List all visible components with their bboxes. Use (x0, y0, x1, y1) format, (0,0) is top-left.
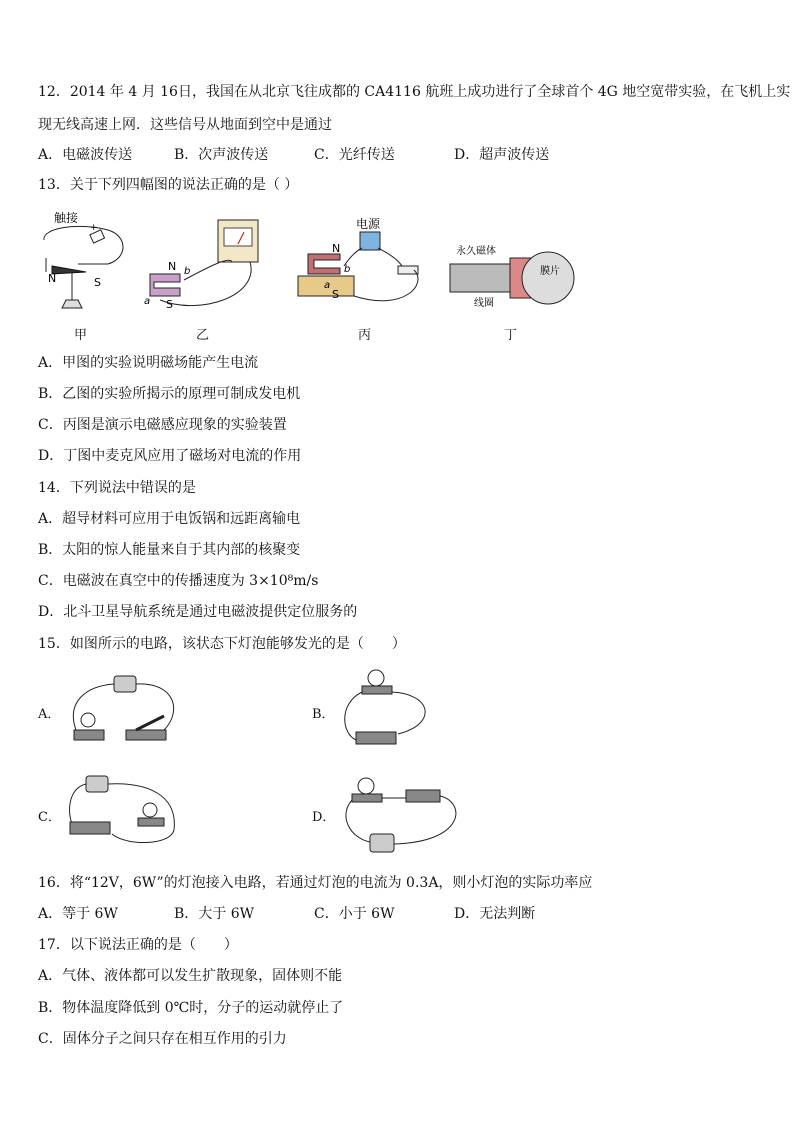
jia-touch-label: 触接 (54, 211, 79, 225)
bing-horseshoe-magnet (308, 254, 340, 274)
q12-stem-line1: 12．2014 年 4 月 16日，我国在从北京飞往成都的 CA4116 航班上成功进行了全球首个 4G 地空宽带实验，在飞机上实 (38, 84, 791, 100)
q14-option-c: C．电磁波在真空中的传播速度为 3×10⁸m/s (38, 573, 319, 589)
figure-bing-drawing (294, 214, 434, 314)
q15-a-bulb (81, 713, 95, 727)
q12-option-a: A．电磁波传送 (38, 147, 133, 163)
q12-stem-line2: 现无线高速上网．这些信号从地面到空中是通过 (38, 117, 332, 133)
figure-jia (38, 208, 130, 318)
jia-S-label: S (94, 276, 101, 289)
q15-circuit-c (66, 774, 186, 850)
figure-yi (140, 216, 264, 312)
q12-option-c: C．光纤传送 (314, 147, 395, 163)
q17-option-c: C．固体分子之间只存在相互作用的引力 (38, 1031, 287, 1047)
q16-option-d: D．无法判断 (454, 906, 536, 922)
q15-d-bulb (358, 778, 374, 794)
figure-ding-drawing (448, 240, 578, 310)
q14-option-b: B．太阳的惊人能量来自于其内部的核聚变 (38, 542, 301, 558)
caption-bing: 丙 (358, 328, 372, 343)
q16-option-b: B．大于 6W (174, 906, 255, 922)
q15-label-d: D． (312, 810, 336, 825)
ding-film-label: 膜片 (540, 266, 560, 277)
q16-option-c: C．小于 6W (314, 906, 395, 922)
q17-stem: 17．以下说法正确的是（ ） (38, 937, 238, 953)
q15-a-switch (126, 730, 166, 740)
bing-a-label: a (324, 280, 331, 291)
q14-option-d: D．北斗卫星导航系统是通过电磁波提供定位服务的 (38, 604, 358, 620)
q15-circuit-a (66, 672, 186, 748)
q15-label-a: A． (38, 707, 61, 722)
q15-c-bulb (143, 803, 157, 817)
q15-d-battery (370, 834, 394, 852)
bing-power-supply (360, 232, 380, 250)
yi-b-label: b (184, 266, 191, 277)
q15-circuit-b (342, 664, 462, 748)
q15-circuit-a-drawing (66, 672, 186, 748)
q15-circuit-d-drawing (342, 772, 466, 858)
jia-N-label: N (48, 272, 57, 285)
ding-mic-handle (450, 264, 514, 292)
yi-S-label: S (166, 298, 173, 311)
q13-option-a: A．甲图的实验说明磁场能产生电流 (38, 355, 259, 371)
caption-jia: 甲 (74, 328, 88, 343)
q15-c-battery (86, 776, 108, 792)
q14-option-a: A．超导材料可应用于电饭锅和远距离输电 (38, 511, 301, 527)
q15-circuit-b-drawing (342, 664, 462, 748)
bing-S-label: S (332, 288, 339, 301)
ding-coil-label: 线圈 (474, 298, 494, 309)
bing-power-label: 电源 (356, 217, 381, 231)
q13-option-b: B．乙图的实验所揭示的原理可制成发电机 (38, 386, 301, 402)
jia-compass-needle (52, 266, 86, 274)
q15-circuit-c-drawing (66, 774, 186, 850)
q15-d-switch (406, 790, 440, 802)
q15-c-switch (70, 822, 110, 834)
q15-a-battery (114, 676, 136, 692)
q17-option-a: A．气体、液体都可以发生扩散现象，固体则不能 (38, 968, 343, 984)
q15-label-c: C． (38, 810, 61, 825)
q13-option-d: D．丁图中麦克风应用了磁场对电流的作用 (38, 448, 302, 464)
bing-switch (398, 266, 418, 274)
q16-option-a: A．等于 6W (38, 906, 118, 922)
bing-N-label: N (332, 242, 341, 255)
q13-option-c: C．丙图是演示电磁感应现象的实验装置 (38, 417, 287, 433)
q15-b-bulb (368, 670, 384, 686)
figure-bing (294, 214, 434, 314)
q15-b-switch (356, 732, 396, 744)
q15-circuit-d (342, 772, 466, 858)
yi-horseshoe-magnet (150, 274, 180, 296)
caption-yi: 乙 (196, 328, 210, 343)
q12-option-d: D．超声波传送 (454, 147, 550, 163)
figure-yi-drawing (140, 216, 264, 312)
q17-option-b: B．物体温度降低到 0℃时，分子的运动就停止了 (38, 1000, 344, 1016)
yi-N-label: N (168, 260, 177, 273)
caption-ding: 丁 (504, 328, 518, 343)
figure-jia-drawing (38, 208, 130, 318)
q13-stem: 13．关于下列四幅图的说法正确的是（ ） (38, 177, 299, 193)
q15-label-b: B． (312, 707, 335, 722)
figure-ding (448, 240, 578, 310)
q15-stem: 15．如图所示的电路，该状态下灯泡能够发光的是（ ） (38, 636, 406, 652)
q12-option-b: B．次声波传送 (174, 147, 269, 163)
svg-text:+: + (90, 223, 98, 233)
ding-magnet-label: 永久磁体 (456, 246, 496, 257)
yi-a-label: a (144, 296, 151, 307)
bing-b-label: b (344, 264, 351, 275)
q16-stem: 16．将“12V，6W”的灯泡接入电路，若通过灯泡的电流为 0.3A，则小灯泡的实际功率应 (38, 875, 593, 891)
ding-mic-head (522, 252, 574, 304)
q14-stem: 14．下列说法中错误的是 (38, 480, 196, 496)
